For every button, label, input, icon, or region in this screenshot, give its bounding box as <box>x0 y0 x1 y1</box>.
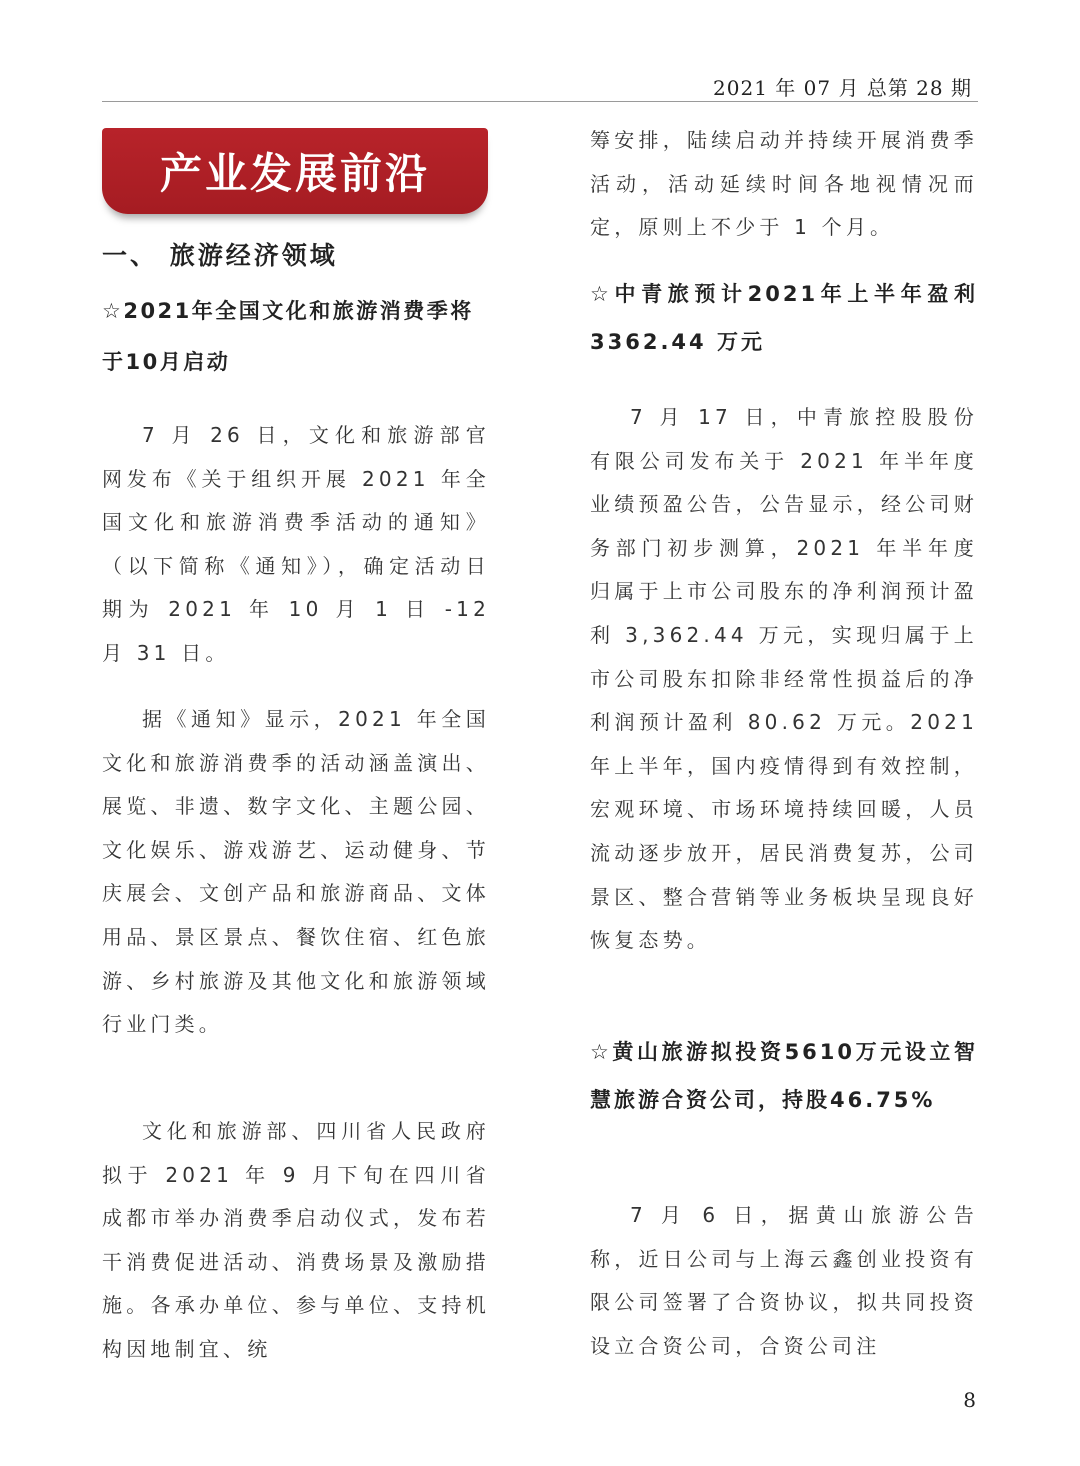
article-paragraph-2: 据《通知》显示，2021 年全国文化和旅游消费季的活动涵盖演出、展览、非遗、数字文化、主题公园、文化娱乐、游戏游艺、运动健身、节庆展会、文创产品和旅游商品、文体用品、景区景点、餐饮住宿、红色旅游、乡村旅游及其他文化和旅游领域行业门类。 <box>102 707 490 1037</box>
section-banner <box>102 128 488 214</box>
banner-title: 产业发展前沿 <box>159 149 430 198</box>
article-paragraph-4: 7 月 17 日，中青旅控股股份有限公司发布关于 2021 年半年度业绩预盈公告，公告显示，经公司财务部门初步测算，2021 年半年度归属于上市公司股东的净利润预计盈利 3,362.44 万元，实现归属于上市公司股东扣除非经常性损益后的净利润预计盈利 80.62 万元。2021 年上半年，国内疫情得到有效控制，宏观环境、市场环境持续回暖，人员流动逐步放开，居民消费复苏，公司景区、整合营销等业务板块呈现良好恢复态势。 <box>590 405 978 953</box>
header-divider <box>102 101 978 102</box>
article-paragraph-1: 7 月 26 日，文化和旅游部官网发布《关于组织开展 2021 年全国文化和旅游消费季活动的通知》（以下简称《通知》），确定活动日期为 2021 年 10 月 1 日 -12 月 31 日。 <box>102 423 490 665</box>
article-paragraph-3: 文化和旅游部、四川省人民政府拟于 2021 年 9 月下旬在四川省成都市举办消费季启动仪式，发布若干消费促进活动、消费场景及激励措施。各承办单位、参与单位、支持机构因地制宜、统 <box>102 1119 490 1361</box>
article-title-huangshan-investment: ☆黄山旅游拟投资5610万元设立智慧旅游合资公司，持股46.75% <box>590 1040 978 1112</box>
article-title-consumption-season: ☆2021年全国文化和旅游消费季将于10月启动 <box>102 299 474 374</box>
section-heading: 一、 旅游经济领域 <box>102 241 338 270</box>
page-number: 8 <box>963 1388 976 1412</box>
article-paragraph-continued: 筹安排，陆续启动并持续开展消费季活动，活动延续时间各地视情况而定，原则上不少于 1 个月。 <box>590 128 978 240</box>
article-title-cyts-profit: ☆中青旅预计2021年上半年盈利3362.44 万元 <box>590 282 978 354</box>
issue-info: 2021 年 07 月 总第 28 期 <box>713 76 972 100</box>
article-paragraph-5: 7 月 6 日，据黄山旅游公告称，近日公司与上海云鑫创业投资有限公司签署了合资协议，拟共同投资设立合资公司，合资公司注 <box>590 1203 978 1358</box>
